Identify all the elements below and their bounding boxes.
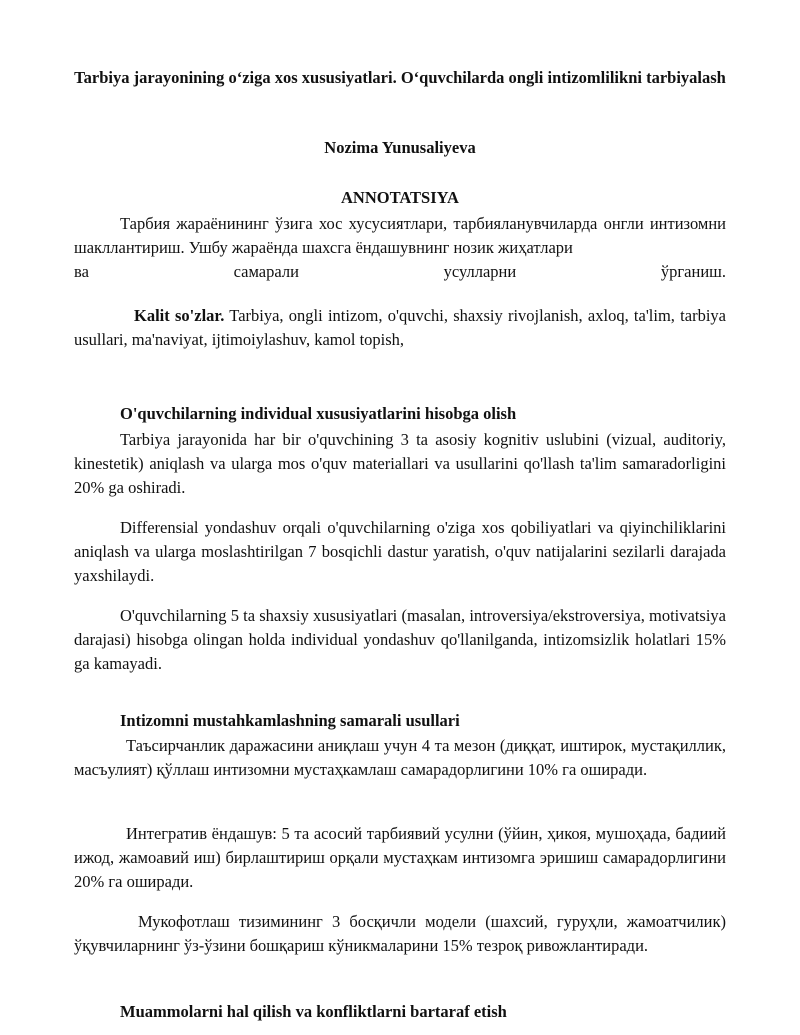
author-name: Nozima Yunusaliyeva	[324, 138, 476, 157]
annotation-line-2: ва самарали усулларни ўрганиш.	[74, 262, 726, 281]
annotation-text	[74, 212, 726, 260]
paragraph-text: Интегратив ёндашув: 5 та асосий тарбиявий усулни (ўйин, ҳикоя, мушоҳада, бадиий ижод, жамоавий иш) бирлаштириш орқали мустаҳкам интизомга эришиш самарадорлигини 20% га оширади.	[74, 824, 726, 891]
paragraph-text: Таъсирчанлик даражасини аниқлаш учун 4 та мезон (диққат, иштирок, мустақиллик, масъулият) қўллаш интизомни мустаҳкамлаш самарадорлигини 10% га оширади.	[74, 736, 726, 779]
annotation-heading: ANNOTATSIYA	[341, 188, 459, 207]
paragraph	[74, 428, 726, 500]
keywords-text: Tarbiya, ongli intizom, o'quvchi, shaxsiy rivojlanish, axloq, ta'lim, tarbiya usullari, ma'naviyat, ijtimoiylashuv, kamol topish,	[74, 306, 726, 349]
section-heading-conflicts: Muammolarni hal qilish va konfliktlarni bartaraf etish	[120, 1002, 507, 1021]
paragraph-text: Differensial yondashuv orqali o'quvchilarning o'ziga xos qobiliyatlari va qiyinchiliklarini aniqlash va ularga moslashtirilgan 7 bosqichli dastur yaratish, o'quv natijalarini sezilarli darajada yaxshilaydi.	[74, 518, 726, 585]
document-title: Tarbiya jarayonining o‘ziga xos xususiyatlari. O‘quvchilarda ongli intizomlilikni tarbiyalash	[74, 68, 726, 87]
paragraph	[74, 604, 726, 676]
paragraph	[74, 910, 726, 958]
keywords-label: Kalit so'zlar.	[134, 306, 225, 325]
paragraph	[74, 516, 726, 588]
annotation-text-last-line	[74, 260, 726, 284]
paragraph	[74, 734, 726, 782]
annotation-line-1: Тарбия жараёнининг ўзига хос хусусиятлари, тарбияланувчиларда онгли интизомни шакллантириш. Ушбу жараёнда шахсга ёндашувнинг нозик жиҳатлари	[74, 214, 726, 257]
paragraph-text: Мукофотлаш тизимининг 3 босқичли модели (шахсий, гуруҳли, жамоатчилик) ўқувчиларнинг ўз-ўзини бошқариш кўникмаларини 15% тезроқ ривожлантиради.	[74, 912, 726, 955]
section-heading-individual: O'quvchilarning individual xususiyatlarini hisobga olish	[120, 404, 517, 423]
section-heading-discipline: Intizomni mustahkamlashning samarali usullari	[120, 711, 460, 730]
keywords-paragraph	[74, 304, 726, 352]
paragraph-text: O'quvchilarning 5 ta shaxsiy xususiyatlari (masalan, introversiya/ekstroversiya, motivatsiya darajasi) hisobga olingan holda individual yondashuv qo'llanilganda, intizomsizlik holatlari 15% ga kamayadi.	[74, 606, 726, 673]
paragraph-text: Tarbiya jarayonida har bir o'quvchining 3 ta asosiy kognitiv uslubini (vizual, auditoriy, kinestetik) aniqlash va ularga mos o'quv materiallari va usullarini qo'llash ta'lim samaradorligini 20% ga oshiradi.	[74, 430, 726, 497]
paragraph	[74, 822, 726, 894]
